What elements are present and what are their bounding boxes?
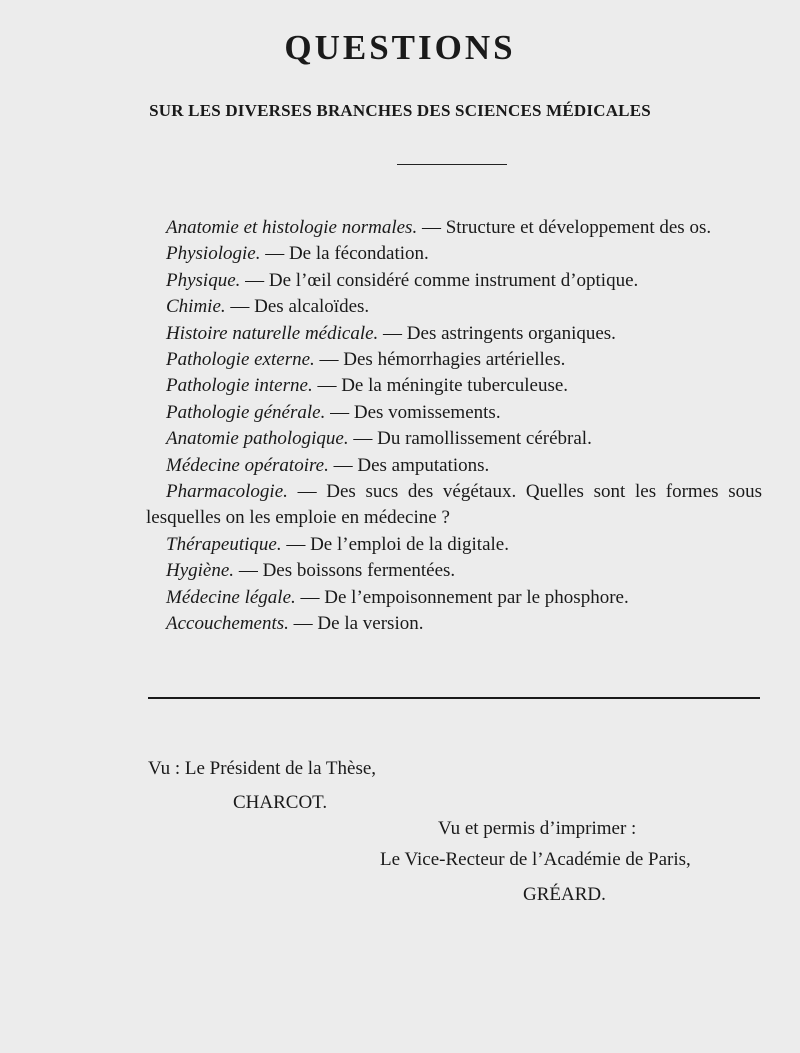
question-subject: Anatomie et histologie normales. xyxy=(166,217,418,238)
question-text: — De la version. xyxy=(288,613,424,635)
question-subject: Pathologie interne. xyxy=(166,375,313,397)
question-text: — Des alcaloïdes. xyxy=(225,296,370,318)
title-divider xyxy=(397,164,507,165)
question-text: — De la fécondation. xyxy=(260,243,429,265)
print-permission-line: Vu et permis d’imprimer : xyxy=(438,818,637,839)
question-subject: Médecine légale. xyxy=(166,586,296,608)
question-subject: Physiologie. xyxy=(166,243,261,265)
question-item xyxy=(146,321,762,347)
vice-recteur-title: Le Vice-Recteur de l’Académie de Paris, xyxy=(380,849,691,870)
question-item xyxy=(146,347,762,373)
question-text: — De l’empoisonnement par le phosphore. xyxy=(295,586,629,608)
vice-recteur-name: GRÉARD. xyxy=(523,884,606,905)
question-subject: Pathologie externe. xyxy=(166,349,315,371)
question-subject: Histoire naturelle médicale. xyxy=(166,322,379,344)
questions-list xyxy=(146,215,762,638)
page-subtitle: SUR LES DIVERSES BRANCHES DES SCIENCES MÉDICALES xyxy=(149,101,651,120)
question-item xyxy=(146,558,762,584)
president-name: CHARCOT. xyxy=(233,792,328,813)
question-subject: Anatomie pathologique. xyxy=(166,428,349,450)
question-item xyxy=(146,532,762,558)
question-subject: Physique. xyxy=(166,269,241,291)
question-text: — Du ramollissement cérébral. xyxy=(348,428,592,450)
question-text: — De l’emploi de la digitale. xyxy=(281,533,509,555)
question-text: — Des boissons fermentées. xyxy=(234,560,456,582)
question-text: — Des sucs des végétaux. Quelles sont les formes sous lesquelles on les emploie en médecine ? xyxy=(146,481,762,529)
question-item xyxy=(146,294,762,320)
question-text: — De la méningite tuberculeuse. xyxy=(312,375,569,397)
question-item xyxy=(146,400,762,426)
question-item xyxy=(146,215,762,241)
question-item xyxy=(146,268,762,294)
question-item xyxy=(146,241,762,267)
question-subject: Thérapeutique. xyxy=(166,533,282,555)
question-item xyxy=(146,453,762,479)
question-item xyxy=(146,426,762,452)
question-subject: Médecine opératoire. xyxy=(166,454,329,476)
question-item xyxy=(146,373,762,399)
question-text: — Des hémorrhagies artérielles. xyxy=(314,349,566,371)
question-text: — Structure et développement des os. xyxy=(417,217,712,238)
question-subject: Accouchements. xyxy=(166,613,289,635)
question-text: — Des amputations. xyxy=(328,454,490,476)
question-subject: Chimie. xyxy=(166,296,226,318)
question-item xyxy=(146,585,762,611)
question-item xyxy=(146,611,762,637)
page-title: QUESTIONS xyxy=(284,28,516,67)
president-approval-line: Vu : Le Président de la Thèse, xyxy=(148,758,377,779)
question-subject: Pharmacologie. xyxy=(166,481,288,503)
section-divider xyxy=(148,697,760,699)
question-subject: Pathologie générale. xyxy=(166,401,326,423)
question-item xyxy=(146,479,762,532)
question-text: — Des vomissements. xyxy=(325,401,501,423)
question-subject: Hygiène. xyxy=(166,560,235,582)
question-text: — De l’œil considéré comme instrument d’optique. xyxy=(240,269,639,291)
question-text: — Des astringents organiques. xyxy=(378,322,616,344)
